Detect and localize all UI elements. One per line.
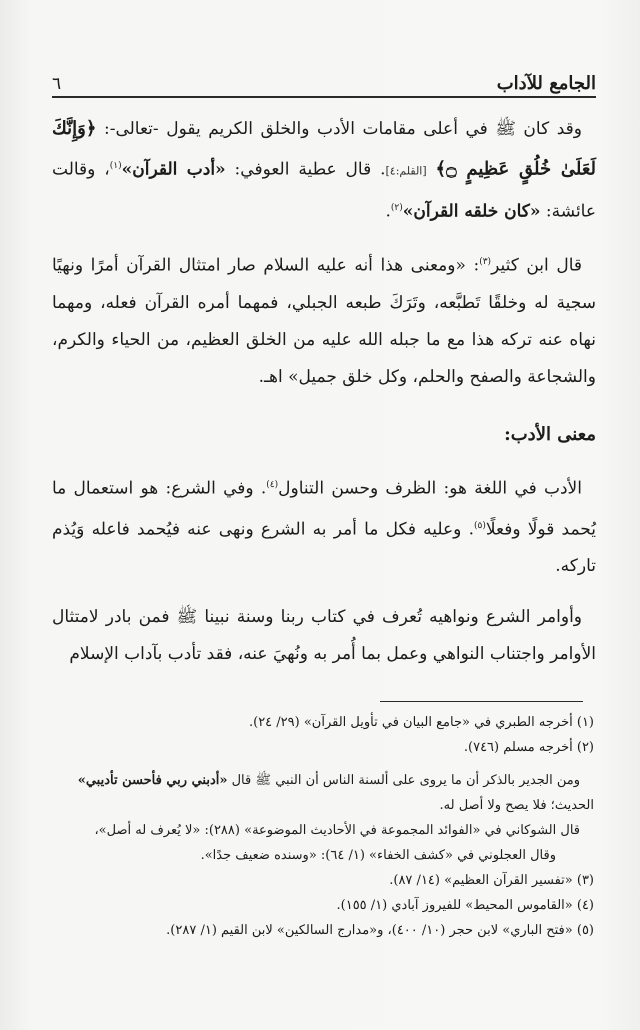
p1-text-d: . xyxy=(385,201,391,222)
p2-text-a: قال ابن كثير xyxy=(491,255,582,276)
note-a-end: الحديث؛ فلا يصح ولا أصل له. xyxy=(439,798,594,813)
footnote-2: (٢) أخرجه مسلم (٧٤٦). xyxy=(463,740,594,755)
footnote-ref-2[interactable]: (٢) xyxy=(390,202,403,213)
main-text xyxy=(52,110,596,687)
footnote-2-ajluni: وقال العجلوني في «كشف الخفاء» (١/ ٦٤): «وسنده ضعيف جدًا». xyxy=(200,848,556,863)
note-a-hadith: «أدبني ربي فأحسن تأديبي» xyxy=(77,773,228,788)
page-number: ٦ xyxy=(52,74,62,94)
paragraph-4 xyxy=(52,599,596,673)
p1-text-a: وقد كان ﷺ في أعلى مقامات الأدب والخلق الكريم يقول -تعالى-: xyxy=(96,119,582,139)
quote-adab-quran: «أدب القرآن» xyxy=(121,159,226,180)
p3-text-b: . وفي الشرع: هو استعمال ما يُحمد قولًا وفعلًا xyxy=(52,478,596,540)
footnote-ref-4[interactable]: (٤) xyxy=(266,479,279,490)
quran-verse: ﴿وَإِنَّكَ لَعَلَىٰ خُلُقٍ عَظِيمٍ ۝﴾ xyxy=(52,118,597,180)
paragraph-1 xyxy=(52,110,596,230)
footnote-ref-1[interactable]: (١) xyxy=(109,161,122,171)
footnote-1: (١) أخرجه الطبري في «جامع البيان في تأويل القرآن» (٢٩/ ٢٤). xyxy=(248,715,594,730)
footnote-2-note xyxy=(52,768,594,818)
footnotes xyxy=(52,710,594,943)
footnote-2-shawkani: قال الشوكاني في «الفوائد المجموعة في الأحاديث الموضوعة» (٢٨٨): «لا يُعرف له أصل»، xyxy=(94,823,580,838)
quote-aisha: «كان خلقه القرآن» xyxy=(402,201,541,222)
book-title: الجامع للآداب xyxy=(496,73,596,94)
paragraph-2 xyxy=(52,244,596,396)
note-a-text: ومن الجدير بالذكر أن ما يروى على ألسنة الناس أن النبي ﷺ قال xyxy=(227,773,580,788)
p2-text-b: : «ومعنى هذا أنه عليه السلام صار امتثال القرآن أمرًا ونهيًا سجية له وخلقًا تَطبَّعه، وتَرَكَ طبعه الجبلي، فمهما أمره القرآن فعله، ومهما نهاه عنه تركه هذا مع ما جبله الله عليه من الخلق العظيم، من الحياء والكرم، والشجاعة والصفح والحلم، وكل خلق جميل» اهـ. xyxy=(52,255,596,387)
p3-text-c: . وعليه فكل ما أمر به الشرع ونهى عنه فيُحمد فاعله وَيُذم تاركه. xyxy=(52,519,596,577)
p4-text: وأوامر الشرع ونواهيه تُعرف في كتاب ربنا وسنة نبينا ﷺ فمن بادر لامتثال الأوامر واجتناب النواهي وعمل بما أُمر به ونُهيَ عنه، فقد تأدب بآداب الإسلام xyxy=(52,607,596,665)
quran-reference: [القلم:٤] xyxy=(385,164,427,178)
p1-text-c: ، وقالت عائشة: xyxy=(52,159,596,222)
footnote-5: (٥) «فتح الباري» لابن حجر (١٠/ ٤٠٠)، و«مدارج السالكين» لابن القيم (١/ ٢٨٧). xyxy=(166,923,594,938)
footnote-ref-3[interactable]: (٣) xyxy=(479,257,492,268)
footnote-3: (٣) «تفسير القرآن العظيم» (١٤/ ٨٧). xyxy=(389,873,594,888)
p3-text-a: الأدب في اللغة هو: الظرف وحسن التناول xyxy=(278,478,582,499)
running-header xyxy=(52,62,596,98)
p1-text-b: . قال عطية العوفي: xyxy=(225,159,386,180)
footnote-ref-5[interactable]: (٥) xyxy=(473,520,486,531)
section-heading: معنى الأدب: xyxy=(504,423,596,445)
footnote-separator xyxy=(380,701,583,702)
footnote-4: (٤) «القاموس المحيط» للفيروز آبادي (١/ ١٥٥). xyxy=(336,898,594,913)
paragraph-3 xyxy=(52,467,596,585)
